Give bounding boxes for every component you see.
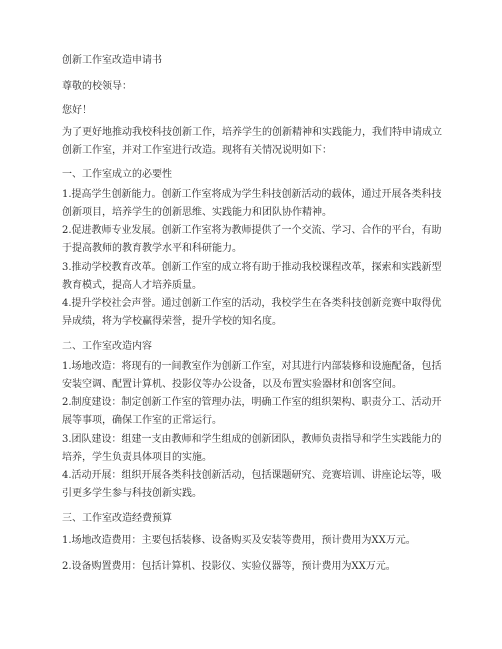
section-1-item-4: 4.提升学校社会声誉。通过创新工作室的活动，我校学生在各类科技创新竞赛中取得优异成绩，将为学校赢得荣誉，提升学校的知名度。	[62, 298, 442, 327]
section-3-item-2: 2.设备购置费用：包括计算机、投影仪、实验仪器等，预计费用为XX万元。	[62, 561, 396, 572]
document-title: 创新工作室改造申请书	[62, 55, 162, 66]
intro-paragraph: 为了更好地推动我校科技创新工作，培养学生的创新精神和实践能力，我们特申请成立创新工作室，并对工作室进行改造。现将有关情况说明如下：	[62, 127, 442, 156]
section-2-item-3: 3.团队建设：组建一支由教师和学生组成的创新团队，教师负责指导和学生实践能力的培养，学生负责具体项目的实施。	[62, 434, 442, 463]
section-1-item-3: 3.推动学校教育改革。创新工作室的成立将有助于推动我校课程改革，探索和实践新型教育模式，提高人才培养质量。	[62, 262, 442, 291]
section-3-item-1: 1.场地改造费用：主要包括装修、设备购买及安装等费用，预计费用为XX万元。	[62, 535, 416, 546]
salutation: 尊敬的校领导：	[62, 81, 132, 92]
section-1-heading: 一、工作室成立的必要性	[62, 169, 172, 180]
section-2-item-4: 4.活动开展：组织开展各类科技创新活动，包括课题研究、竞赛培训、讲座论坛等，吸引更多学生参与科技创新实践。	[62, 470, 442, 499]
section-1-item-2: 2.促进教师专业发展。创新工作室将为教师提供了一个交流、学习、合作的平台，有助于提高教师的教育教学水平和科研能力。	[62, 225, 442, 254]
section-2-heading: 二、工作室改造内容	[62, 341, 152, 352]
section-1-item-1: 1.提高学生创新能力。创新工作室将成为学生科技创新活动的载体，通过开展各类科技创新项目，培养学生的创新思维、实践能力和团队协作精神。	[62, 189, 442, 218]
section-2-item-1: 1.场地改造：将现有的一间教室作为创新工作室，对其进行内部装修和设施配备，包括安装空调、配置计算机、投影仪等办公设备，以及布置实验器材和创客空间。	[62, 361, 442, 390]
greeting: 您好！	[62, 105, 92, 116]
section-2-item-2: 2.制度建设：制定创新工作室的管理办法，明确工作室的组织架构、职责分工、活动开展等事项，确保工作室的正常运行。	[62, 397, 442, 426]
section-3-heading: 三、工作室改造经费预算	[62, 513, 172, 524]
